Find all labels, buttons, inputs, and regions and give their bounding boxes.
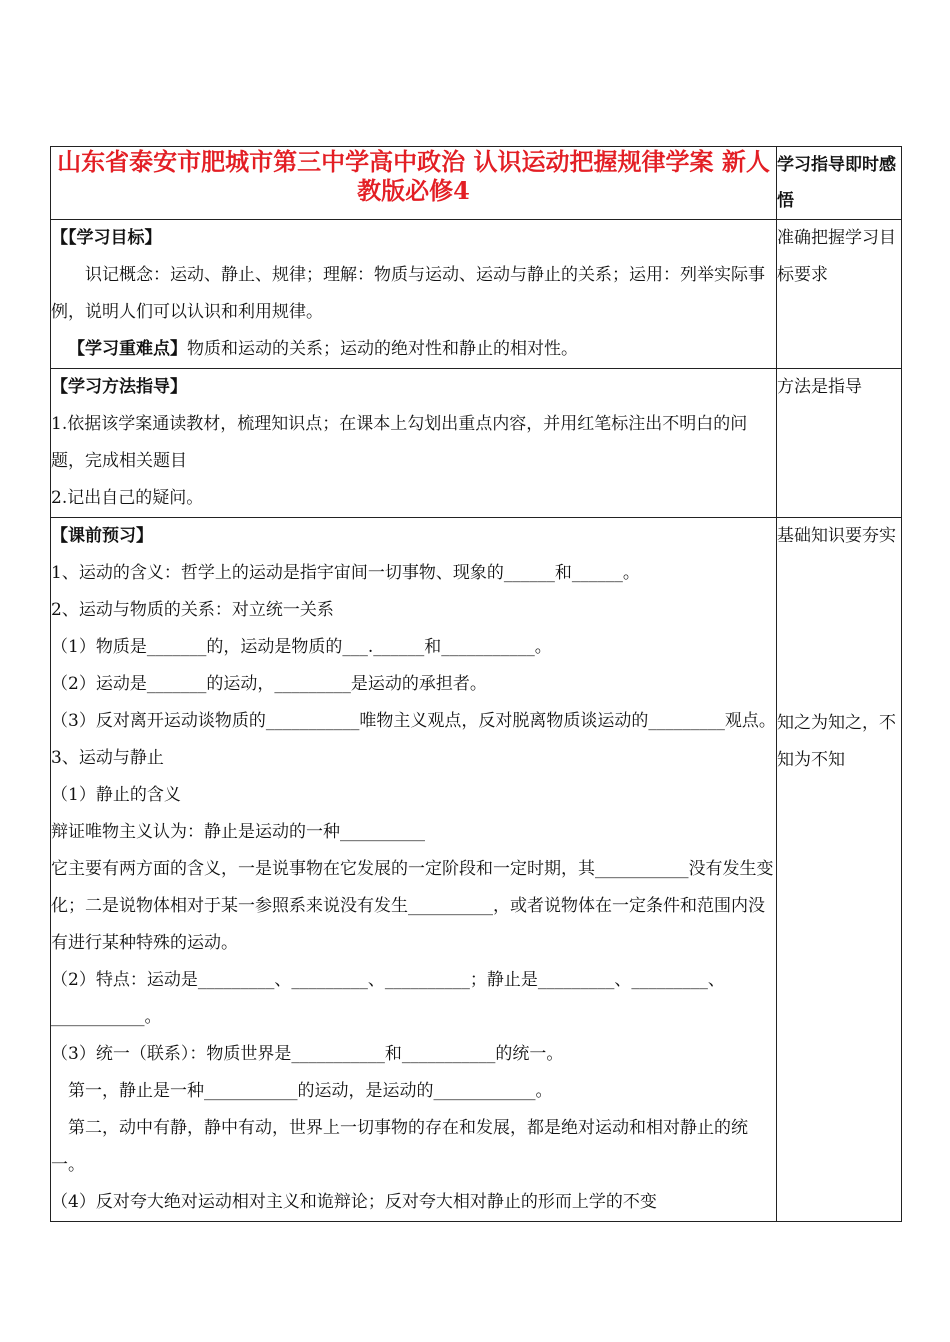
method-line-2: 2.记出自己的疑问。 xyxy=(51,488,204,508)
method-cell xyxy=(51,369,777,518)
preview-line: （3）反对离开运动谈物质的___________唯物主义观点，反对脱离物质谈运动的_________观点。 xyxy=(51,711,776,731)
preview-line: 第一，静止是一种___________的运动，是运动的____________。 xyxy=(68,1081,553,1101)
goals-text: 识记概念：运动、静止、规律；理解：物质与运动、运动与静止的关系；运用：列举实际事例，说明人们可以认识和利用规律。 xyxy=(51,265,765,322)
preview-side-note-2: 知之为知之，不知为不知 xyxy=(777,713,896,770)
preview-line: （3）统一（联系）：物质世界是___________和___________的统一。 xyxy=(51,1044,564,1064)
header-row xyxy=(51,147,902,220)
worksheet xyxy=(50,146,901,1222)
preview-line: 它主要有两方面的含义，一是说事物在它发展的一定阶段和一定时期，其___________没有发生变化；二是说物体相对于某一参照系来说没有发生__________，或者说物体在一定条件和范围内没有进行某种特殊的运动。 xyxy=(51,859,774,953)
method-side-note: 方法是指导 xyxy=(777,369,902,518)
preview-line: （2）特点：运动是_________、_________、__________；静止是_________、_________、___________。 xyxy=(51,970,725,1027)
preview-line: 3、运动与静止 xyxy=(51,748,164,768)
preview-cell xyxy=(51,518,777,1222)
preview-side-note-1: 基础知识要夯实 xyxy=(777,526,896,546)
goals-cell xyxy=(51,220,777,369)
side-spacer xyxy=(777,555,901,705)
method-line-1: 1.依据该学案通读教材，梳理知识点；在课本上勾划出重点内容，并用红笔标注出不明白的问题，完成相关题目 xyxy=(51,414,748,471)
goals-row xyxy=(51,220,902,369)
preview-heading: 【课前预习】 xyxy=(51,526,153,546)
document-title: 山东省泰安市肥城市第三中学高中政治 认识运动把握规律学案 新人教版必修4 xyxy=(51,147,777,220)
preview-line: 第二，动中有静，静中有动，世界上一切事物的存在和发展，都是绝对运动和相对静止的统一。 xyxy=(51,1118,748,1175)
goals-heading: 【【学习目标】 xyxy=(51,228,162,248)
preview-line: （2）运动是_______的运动，_________是运动的承担者。 xyxy=(51,674,487,694)
preview-line: 辩证唯物主义认为：静止是运动的一种__________ xyxy=(51,822,425,842)
preview-line: （1）物质是_______的，运动是物质的___.______和___________。 xyxy=(51,637,552,657)
preview-row xyxy=(51,518,902,1222)
preview-line: （4）反对夸大绝对运动相对主义和诡辩论；反对夸大相对静止的形而上学的不变 xyxy=(51,1192,657,1212)
side-column-title: 学习指导即时感悟 xyxy=(777,147,902,220)
preview-side-cell xyxy=(777,518,902,1222)
preview-line: 2、运动与物质的关系：对立统一关系 xyxy=(51,600,334,620)
preview-line: （1）静止的含义 xyxy=(51,785,181,805)
key-points-label: 【学习重难点】 xyxy=(68,339,187,359)
worksheet-table xyxy=(50,146,902,1222)
preview-line: 1、运动的含义：哲学上的运动是指宇宙间一切事物、现象的______和______。 xyxy=(51,563,640,583)
goals-side-note: 准确把握学习目标要求 xyxy=(777,220,902,369)
method-row xyxy=(51,369,902,518)
key-points xyxy=(51,331,776,368)
method-heading: 【学习方法指导】 xyxy=(51,377,187,397)
key-points-text: 物质和运动的关系；运动的绝对性和静止的相对性。 xyxy=(187,339,578,359)
